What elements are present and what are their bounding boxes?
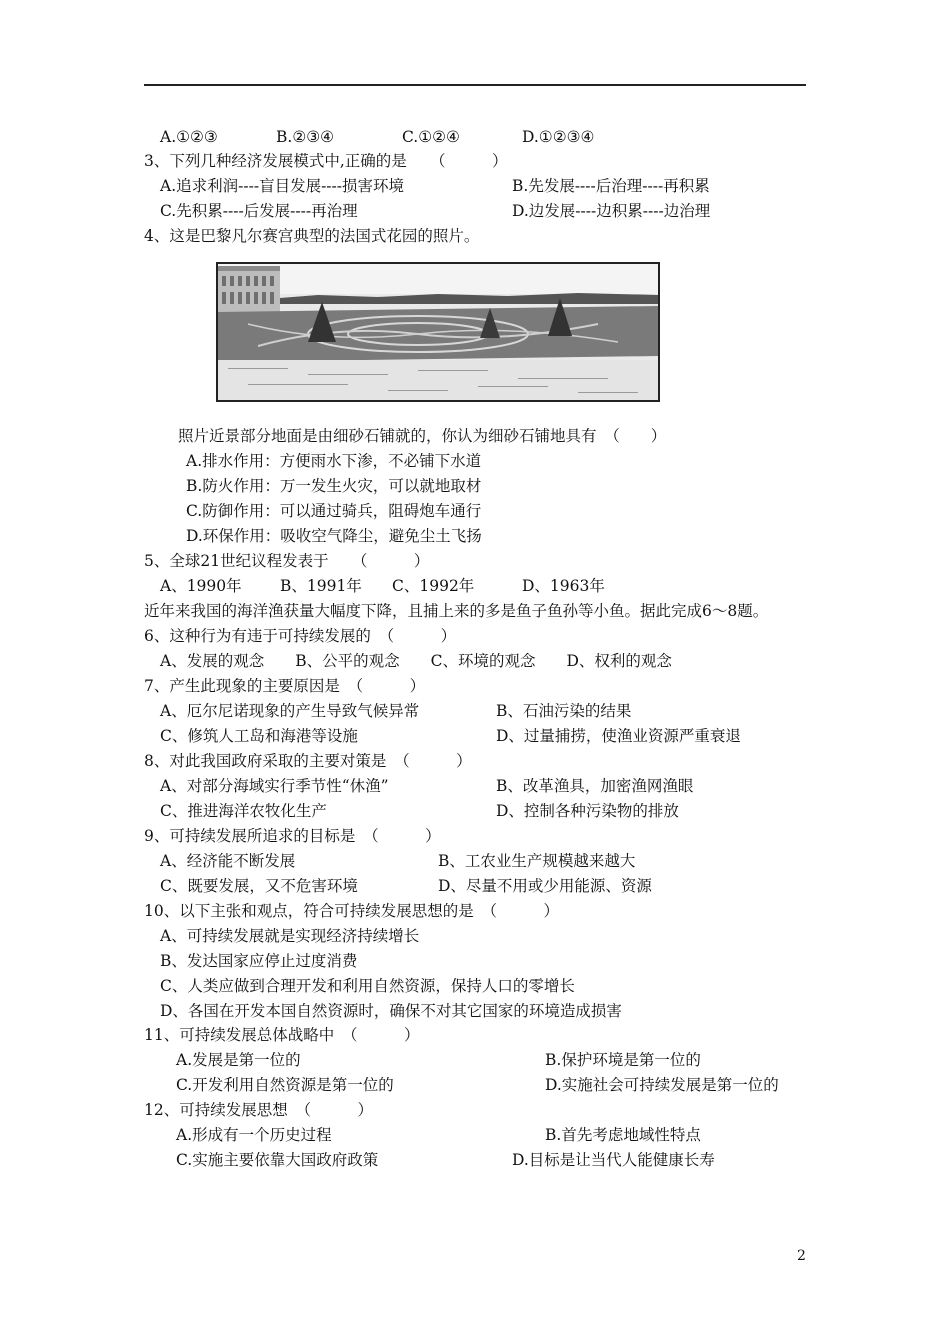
q11-option-a: A.发展是第一位的 — [176, 1051, 301, 1069]
q10-option-c: C、人类应做到合理开发和利用自然资源，保持人口的零增长 — [160, 977, 575, 995]
q4-option-c: C.防御作用：可以通过骑兵，阻碍炮车通行 — [186, 502, 482, 520]
q10-option-d: D、各国在开发本国自然资源时，确保不对其它国家的环境造成损害 — [160, 1002, 622, 1020]
q3-option-c: C.先积累----后发展----再治理 — [160, 202, 358, 220]
q9-stem: 9、可持续发展所追求的目标是 （ ） — [144, 827, 441, 845]
header-rule — [144, 84, 806, 86]
q9-option-a: A、经济能不断发展 — [160, 852, 296, 870]
q2-option-a: A.①②③ — [160, 128, 218, 146]
q3-stem: 3、下列几种经济发展模式中,正确的是 （ ） — [144, 152, 508, 170]
q7-stem: 7、产生此现象的主要原因是 （ ） — [144, 677, 426, 695]
q3-option-b: B.先发展----后治理----再积累 — [512, 177, 710, 195]
q12-option-c: C.实施主要依靠大国政府政策 — [176, 1151, 379, 1169]
q12-option-b: B.首先考虑地域性特点 — [545, 1126, 701, 1144]
q2-option-d: D.①②③④ — [522, 128, 595, 146]
q4-stem: 4、这是巴黎凡尔赛宫典型的法国式花园的照片。 — [144, 227, 480, 245]
q10-stem: 10、以下主张和观点，符合可持续发展思想的是 （ ） — [144, 902, 559, 920]
page-number: 2 — [797, 1248, 806, 1264]
q10-option-a: A、可持续发展就是实现经济持续增长 — [160, 927, 420, 945]
q5-option-d: D、1963年 — [522, 577, 605, 595]
q3-option-a: A.追求利润----盲目发展----损害环境 — [160, 177, 405, 195]
q11-option-d: D.实施社会可持续发展是第一位的 — [545, 1076, 779, 1094]
q11-option-b: B.保护环境是第一位的 — [545, 1051, 701, 1069]
intro-6-8: 近年来我国的海洋渔获量大幅度下降，且捕上来的多是鱼子鱼孙等小鱼。据此完成6～8题。 — [144, 602, 769, 620]
q4-option-a: A.排水作用：方便雨水下渗，不必铺下水道 — [186, 452, 482, 470]
q2-option-b: B.②③④ — [276, 128, 335, 146]
q9-option-d: D、尽量不用或少用能源、资源 — [438, 877, 652, 895]
q5-option-a: A、1990年 — [160, 577, 242, 595]
q4-option-b: B.防火作用：万一发生火灾，可以就地取材 — [186, 477, 482, 495]
q5-stem: 5、全球21世纪议程发表于 （ ） — [144, 552, 430, 570]
q9-option-b: B、工农业生产规模越来越大 — [438, 852, 636, 870]
q8-stem: 8、对此我国政府采取的主要对策是 （ ） — [144, 752, 472, 770]
q9-option-c: C、既要发展，又不危害环境 — [160, 877, 358, 895]
q5-option-b: B、1991年 — [280, 577, 362, 595]
versailles-garden-photo — [216, 262, 660, 402]
q6-stem: 6、这种行为有违于可持续发展的 （ ） — [144, 627, 457, 645]
q10-option-b: B、发达国家应停止过度消费 — [160, 952, 358, 970]
q7-option-c: C、修筑人工岛和海港等设施 — [160, 727, 358, 745]
q4-question: 照片近景部分地面是由细砂石铺就的，你认为细砂石铺地具有 （ ） — [178, 427, 667, 445]
q4-option-d: D.环保作用：吸收空气降尘，避免尘土飞扬 — [186, 527, 482, 545]
q12-option-a: A.形成有一个历史过程 — [176, 1126, 332, 1144]
q5-option-c: C、1992年 — [392, 577, 475, 595]
q6-options: A、发展的观念 B、公平的观念 C、环境的观念 D、权利的观念 — [160, 652, 672, 670]
q8-option-b: B、改革渔具，加密渔网渔眼 — [496, 777, 694, 795]
q2-option-c: C.①②④ — [402, 128, 460, 146]
q8-option-c: C、推进海洋农牧化生产 — [160, 802, 327, 820]
q8-option-a: A、对部分海域实行季节性“休渔” — [160, 777, 389, 795]
q7-option-d: D、过量捕捞，使渔业资源严重衰退 — [496, 727, 741, 745]
q12-option-d: D.目标是让当代人能健康长寿 — [512, 1151, 715, 1169]
q8-option-d: D、控制各种污染物的排放 — [496, 802, 679, 820]
q11-option-c: C.开发利用自然资源是第一位的 — [176, 1076, 394, 1094]
q7-option-a: A、厄尔尼诺现象的产生导致气候异常 — [160, 702, 420, 720]
q3-option-d: D.边发展----边积累----边治理 — [512, 202, 711, 220]
q7-option-b: B、石油污染的结果 — [496, 702, 632, 720]
q12-stem: 12、可持续发展思想 （ ） — [144, 1101, 373, 1119]
q11-stem: 11、可持续发展总体战略中 （ ） — [144, 1026, 420, 1044]
